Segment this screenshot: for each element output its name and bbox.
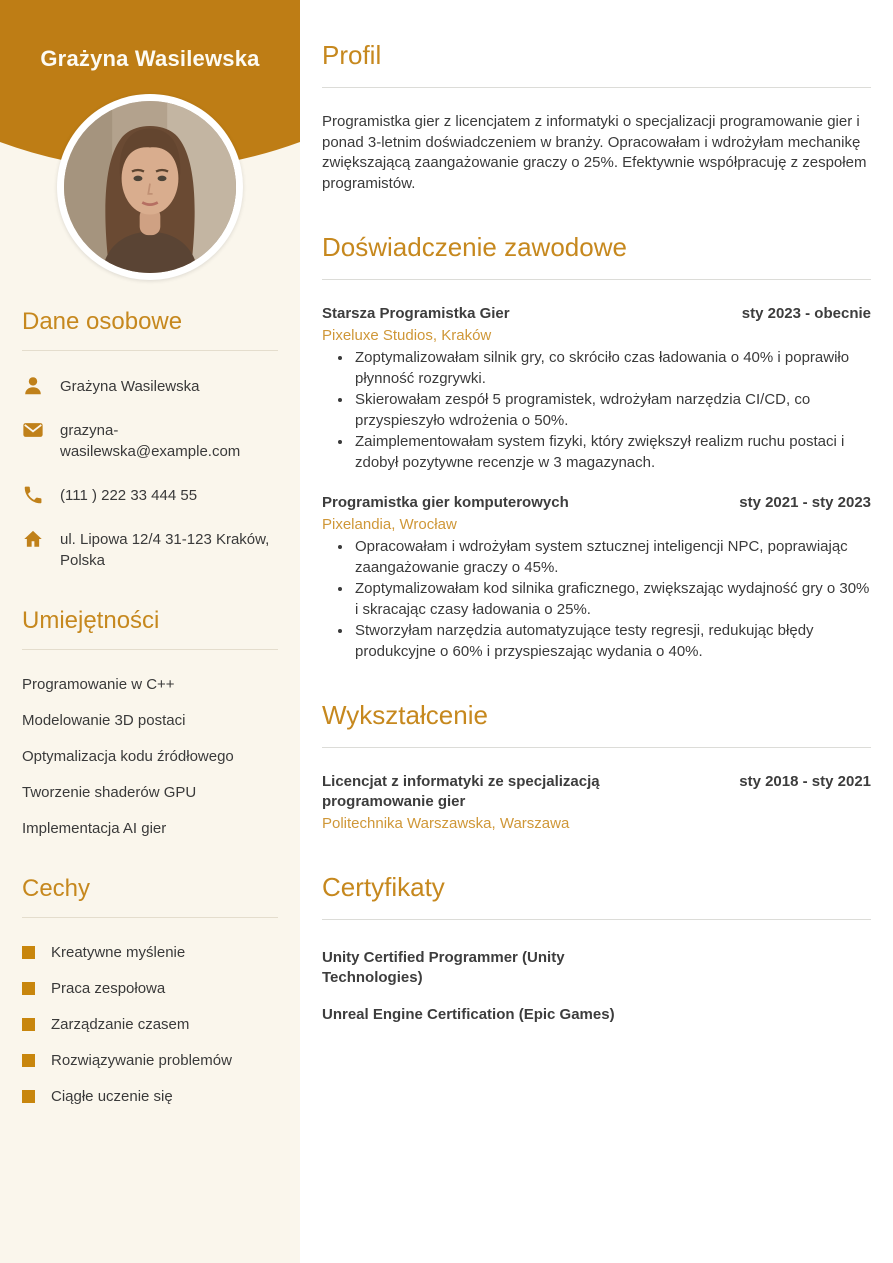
job-dates: sty 2023 - obecnie [741, 305, 871, 322]
skill-item: Optymalizacja kodu źródłowego [22, 748, 234, 765]
job-bullet-list [322, 347, 871, 473]
education-school: Politechnika Warszawska, Warszawa [322, 815, 570, 832]
education-dates: sty 2018 - sty 2021 [739, 773, 871, 790]
job-entry-head [322, 493, 871, 513]
education-entry [322, 772, 871, 834]
trait-label: Praca zespołowa [51, 980, 166, 997]
trait-label: Rozwiązywanie problemów [51, 1052, 232, 1069]
job-entry-head [322, 304, 871, 324]
job-bullet: • Zoptymalizowałam kod silnika graficznego, zwiększając wydajność gry o 30% i skracając czasy ładowania o 25%. [353, 578, 871, 620]
trait-label: Kreatywne myślenie [51, 944, 186, 961]
person-icon [22, 375, 44, 397]
job-dates: sty 2021 - sty 2023 [739, 494, 871, 511]
skill-item: Implementacja AI gier [22, 820, 167, 837]
personal-data-heading: Dane osobowe [22, 308, 278, 351]
job-entry [322, 304, 871, 473]
square-bullet-icon [22, 1090, 35, 1103]
square-bullet-icon [22, 1054, 35, 1067]
job-title: Starsza Programistka Gier [322, 305, 510, 322]
section-skills [22, 607, 278, 839]
job-bullet: • Zaimplementowałam system fizyki, który zwiększył realizm ruchu postaci i zdobył pozytywne recenzje w 3 magazynach. [353, 431, 871, 473]
envelope-icon [22, 419, 44, 441]
square-bullet-icon [22, 982, 35, 995]
trait-item [22, 1086, 278, 1107]
profile-heading: Profil [322, 40, 871, 88]
contact-name-text: Grażyna Wasilewska [60, 378, 200, 395]
job-entry [322, 493, 871, 662]
section-experience [322, 232, 871, 662]
sidebar-body [0, 308, 300, 1107]
home-icon [22, 528, 44, 550]
sidebar [0, 0, 300, 1263]
skill-item: Programowanie w C++ [22, 676, 175, 693]
trait-item [22, 942, 278, 963]
profile-photo-frame [57, 94, 243, 280]
certificate-item: Unity Certified Programmer (Unity Technologies) [322, 949, 565, 986]
phone-icon [22, 484, 44, 506]
trait-item [22, 1014, 278, 1035]
skills-heading: Umiejętności [22, 607, 278, 650]
traits-list [22, 942, 278, 1107]
job-bullet-list [322, 536, 871, 662]
section-traits [22, 875, 278, 1107]
job-company: Pixeluxe Studios, Kraków [322, 327, 492, 344]
square-bullet-icon [22, 946, 35, 959]
contact-phone-text: (111 ) 222 33 444 55 [60, 487, 198, 504]
contact-email-text: grazyna-wasilewska@example.com [60, 422, 241, 460]
skills-list [22, 674, 278, 839]
profile-photo [64, 101, 236, 273]
section-education [322, 700, 871, 834]
certificates-heading: Certyfikaty [322, 872, 871, 920]
job-bullet: • Stworzyłam narzędzia automatyzujące testy regresji, redukując błędy produkcyjne o 60% i przyspieszając wydania o 40%. [353, 620, 871, 662]
contact-row-address [22, 528, 278, 571]
certificate-item: Unreal Engine Certification (Epic Games) [322, 1006, 615, 1023]
experience-heading: Doświadczenie zawodowe [322, 232, 871, 280]
trait-item [22, 1050, 278, 1071]
skill-item: Tworzenie shaderów GPU [22, 784, 197, 801]
trait-label: Ciągłe uczenie się [51, 1088, 173, 1105]
job-company: Pixelandia, Wrocław [322, 516, 457, 533]
education-title: Licencjat z informatyki ze specjalizacją programowanie gier [322, 773, 600, 810]
profile-text: Programistka gier z licencjatem z informatyki o specjalizacji programowanie gier i ponad 3-letnim doświadczeniem w branży. Opracowałam i wdrożyłam mechanikę zwiększającą zaangażowanie graczy o 25%. Efektywnie współpracuję z zespołem programistów. [322, 113, 867, 192]
job-bullet: • Skierowałam zespół 5 programistek, wdrożyłam narzędzia CI/CD, co przyspieszyło wdrożenia o 50%. [353, 389, 871, 431]
job-title: Programistka gier komputerowych [322, 494, 569, 511]
skill-item: Modelowanie 3D postaci [22, 712, 186, 729]
trait-label: Zarządzanie czasem [51, 1016, 190, 1033]
traits-heading: Cechy [22, 875, 278, 918]
section-certificates [322, 872, 871, 1025]
person-name: Grażyna Wasilewska [40, 46, 260, 71]
education-entry-head [322, 772, 871, 812]
square-bullet-icon [22, 1018, 35, 1031]
trait-item [22, 978, 278, 999]
section-personal-data [22, 308, 278, 571]
contact-row-name [22, 375, 278, 397]
section-profile [322, 40, 871, 194]
contact-address-text: ul. Lipowa 12/4 31-123 Kraków, Polska [60, 531, 270, 569]
job-bullet: • Opracowałam i wdrożyłam system sztucznej inteligencji NPC, poprawiając zaangażowanie graczy o 45%. [353, 536, 871, 578]
contact-row-phone [22, 484, 278, 506]
contact-row-email [22, 419, 278, 462]
job-bullet: • Zoptymalizowałam silnik gry, co skróciło czas ładowania o 40% i poprawiło płynność rozgrywki. [353, 347, 871, 389]
education-heading: Wykształcenie [322, 700, 871, 748]
main-content [300, 0, 893, 1263]
